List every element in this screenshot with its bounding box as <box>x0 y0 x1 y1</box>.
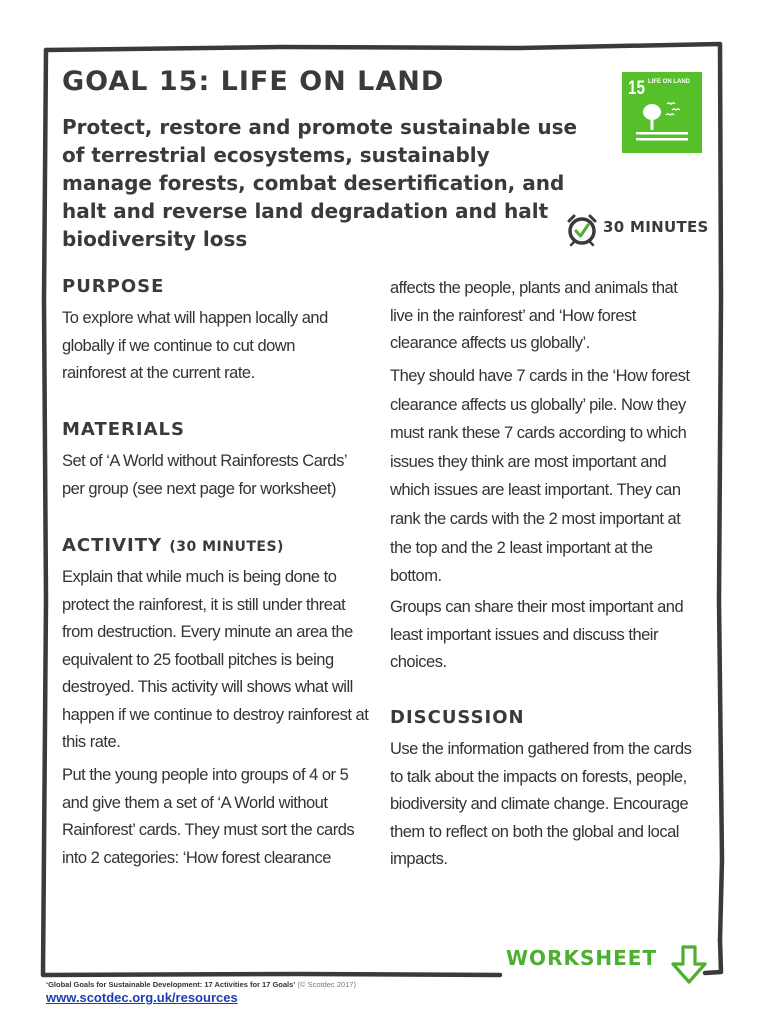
materials-text: Set of ‘A World without Rainforests Cards’ per group (see next page for worksheet) <box>62 452 347 498</box>
tree-birds-icon <box>634 98 690 150</box>
arrow-down-icon[interactable] <box>668 944 710 986</box>
discussion-text: Use the information gathered from the cards to talk about the impacts on forests, people, biodiversity and climate change. Encourage them to reflect on both the global and local impacts. <box>390 740 692 868</box>
discussion-heading: DISCUSSION <box>390 707 525 728</box>
goal-subtitle: Protect, restore and promote sustainable use of terrestrial ecosystems, sustainably manage forests, combat desertification, and halt and reverse land degradation and halt biodiversity loss <box>62 115 578 251</box>
activity-paragraph-5: Groups can share their most important and least important issues and discuss their choices. <box>390 598 684 671</box>
activity-paragraph-1: Explain that while much is being done to protect the rainforest, it is still under threat from destruction. Every minute an area the equivalent to 25 football pitches is being destroyed. This activity will shows what will happen if we continue to destroy rainforest at this rate. <box>62 568 369 751</box>
badge-label: LIFE ON LAND <box>648 79 690 85</box>
materials-heading: MATERIALS <box>62 419 185 440</box>
sdg-15-badge <box>622 72 702 153</box>
activity-heading-label: ACTIVITY <box>62 535 163 556</box>
activity-paragraph-4: They should have 7 cards in the ‘How forest clearance affects us globally’ pile. Now they must rank these 7 cards according to which issues they think are most important and which issues are least important. They can rank the cards with the 2 most important at the top and the 2 least important at the bottom. <box>390 367 690 586</box>
activity-heading-duration: (30 MINUTES) <box>169 539 284 555</box>
purpose-text: To explore what will happen locally and globally if we continue to cut down rainforest at the current rate. <box>62 309 328 382</box>
duration-label: 30 MINUTES <box>603 218 709 236</box>
badge-number: 15 <box>628 78 645 99</box>
footer-citation <box>46 980 356 989</box>
resources-link[interactable]: www.scotdec.org.uk/resources <box>46 990 238 1005</box>
worksheet-label: WORKSHEET <box>506 946 658 970</box>
copyright-text: (© Scotdec 2017) <box>297 980 356 989</box>
alarm-clock-icon <box>565 213 599 247</box>
purpose-heading: PURPOSE <box>62 276 165 297</box>
activity-paragraph-3: affects the people, plants and animals that live in the rainforest’ and ‘How forest clearance affects us globally’. <box>390 279 678 352</box>
page-title: GOAL 15: LIFE ON LAND <box>62 66 445 97</box>
citation-text: ‘Global Goals for Sustainable Development: 17 Activities for 17 Goals’ <box>46 980 296 989</box>
activity-paragraph-2: Put the young people into groups of 4 or 5 and give them a set of ‘A World without Rainforest’ cards. They must sort the cards into 2 categories: ‘How forest clearance <box>62 766 355 867</box>
activity-heading <box>62 535 284 556</box>
